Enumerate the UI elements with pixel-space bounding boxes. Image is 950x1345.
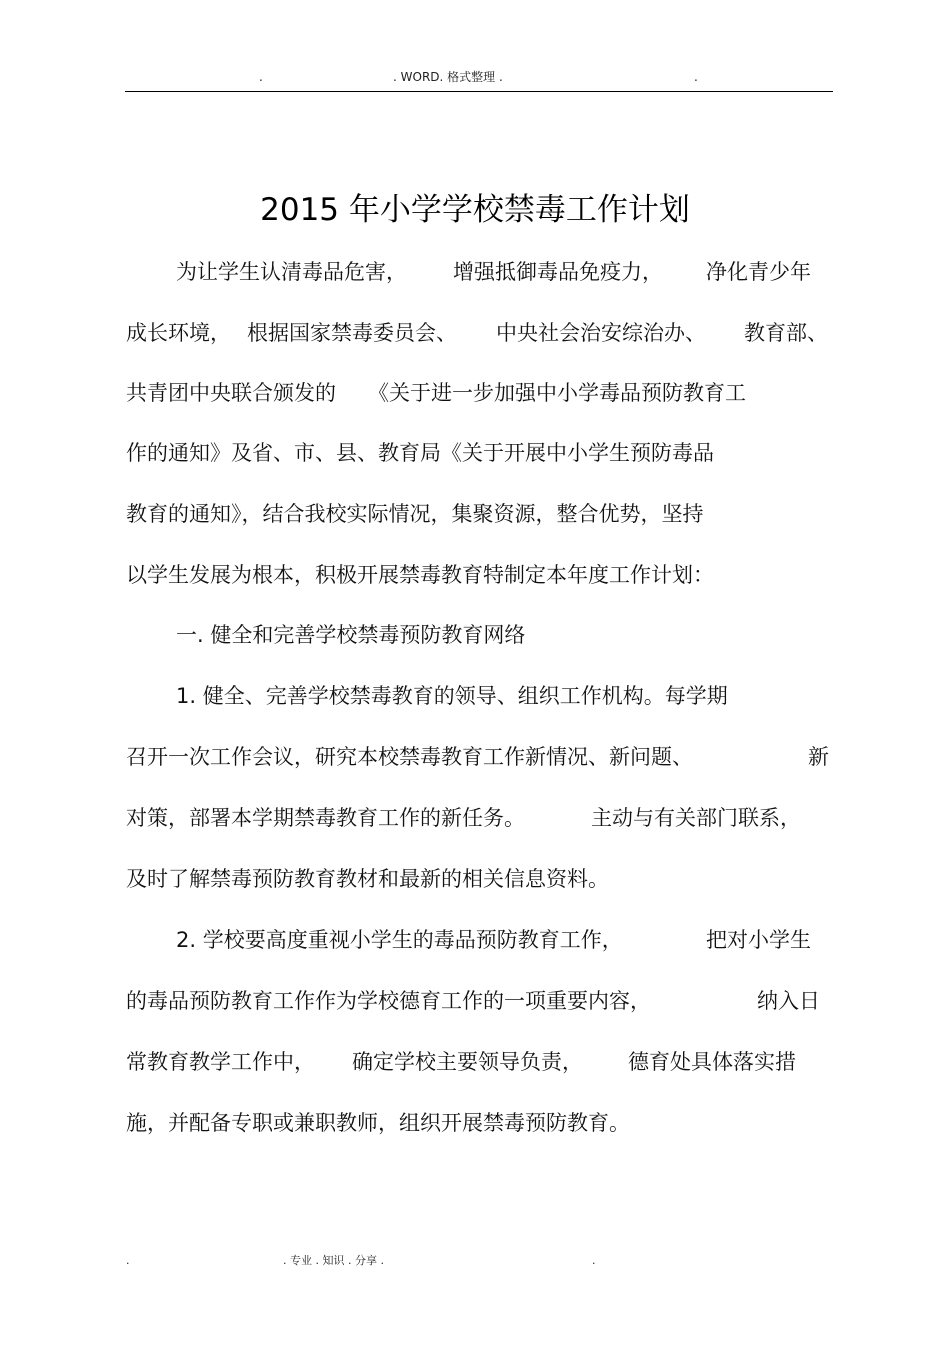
body-line: 主动与有关部门联系， (591, 806, 801, 830)
body-line: 共青团中央联合颁发的 (126, 381, 336, 405)
document-title: 2015 年小学学校禁毒工作计划 (260, 192, 690, 228)
body-line: 纳入日 (757, 989, 820, 1013)
body-line: 施，并配备专职或兼职教师，组织开展禁毒预防教育。 (126, 1111, 630, 1135)
body-line: 为让学生认清毒品危害， (176, 260, 407, 284)
header-dot-right: . (694, 70, 698, 84)
body-line: 召开一次工作会议，研究本校禁毒教育工作新情况、新问题、 (126, 745, 693, 769)
section-heading: 一. 健全和完善学校禁毒预防教育网络 (176, 623, 526, 647)
body-line: 把对小学生 (706, 928, 811, 952)
body-line: 《关于进一步加强中小学毒品预防教育工 (368, 381, 746, 405)
body-line: 1. 健全、完善学校禁毒教育的领导、组织工作机构。每学期 (176, 684, 728, 708)
body-line: 常教育教学工作中， (126, 1050, 315, 1074)
body-line: 2. 学校要高度重视小学生的毒品预防教育工作， (176, 928, 623, 952)
body-line: 净化青少年 (706, 260, 811, 284)
body-line: 作的通知》及省、市、县、教育局《关于开展中小学生预防毒品 (126, 441, 714, 465)
body-line: 中央社会治安综治办、 (496, 321, 706, 345)
body-line: 的毒品预防教育工作作为学校德育工作的一项重要内容， (126, 989, 651, 1013)
body-line: 德育处具体落实措 (628, 1050, 796, 1074)
body-line: 教育的通知》，结合我校实际情况，集聚资源，整合优势，坚持 (126, 502, 704, 526)
body-line: 根据国家禁毒委员会、 (247, 321, 457, 345)
header-dot-left: . (259, 70, 263, 84)
body-line: 新 (808, 745, 829, 769)
body-line: 以学生发展为根本，积极开展禁毒教育特制定本年度工作计划： (126, 563, 714, 587)
footer-text: . 专业 . 知识 . 分享 . (283, 1254, 384, 1267)
footer-dot-left: . (126, 1254, 130, 1267)
body-line: 增强抵御毒品免疫力， (453, 260, 663, 284)
body-line: 确定学校主要领导负责， (352, 1050, 583, 1074)
body-line: 教育部、 (744, 321, 828, 345)
body-line: 成长环境， (126, 321, 231, 345)
header-text: . WORD. 格式整理 . (393, 70, 503, 84)
body-line: 及时了解禁毒预防教育教材和最新的相关信息资料。 (126, 867, 609, 891)
footer-dot-right: . (592, 1254, 596, 1267)
body-line: 对策，部署本学期禁毒教育工作的新任务。 (126, 806, 525, 830)
header-rule (125, 91, 833, 92)
